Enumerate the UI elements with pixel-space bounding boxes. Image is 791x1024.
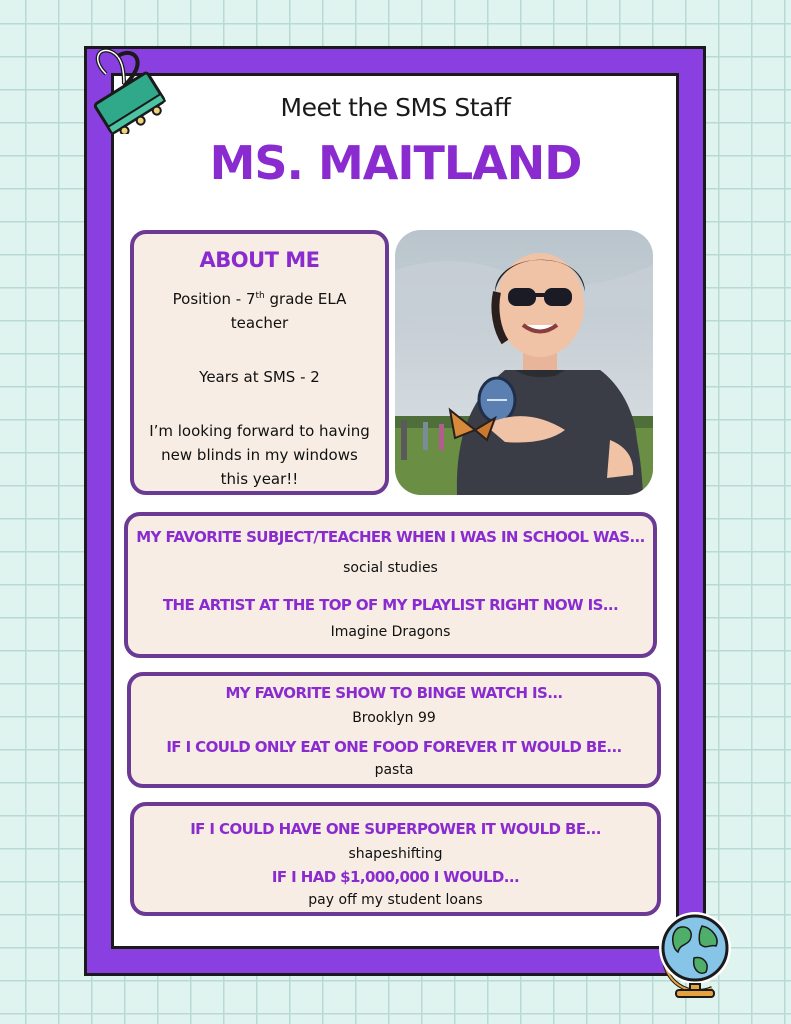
question-favorite-subject: MY FAVORITE SUBJECT/TEACHER WHEN I WAS IN SCHOOL WAS... [136,528,645,546]
position-line: Position - 7th grade ELA [172,290,347,308]
staff-name: MS. MAITLAND [209,136,582,190]
question-million-dollars: IF I HAD $1,000,000 I WOULD... [271,868,520,886]
years-line: Years at SMS - 2 [199,368,320,386]
answer-binge-show: Brooklyn 99 [352,710,436,726]
note-line-3: this year!! [220,470,299,488]
question-one-food: IF I COULD ONLY EAT ONE FOOD FOREVER IT WOULD BE... [166,738,622,756]
answer-favorite-subject: social studies [343,560,438,576]
about-heading: ABOUT ME [199,248,320,272]
about-me-card [130,230,389,495]
question-top-artist: THE ARTIST AT THE TOP OF MY PLAYLIST RIGHT NOW IS... [162,596,619,614]
globe-icon [650,904,740,1000]
answer-top-artist: Imagine Dragons [330,624,451,640]
poster-kicker: Meet the SMS Staff [280,93,511,122]
favorites-card-3 [130,802,661,916]
position-line-2: teacher [230,314,289,332]
answer-million-dollars: pay off my student loans [308,892,483,908]
note-line-1: I’m looking forward to having [149,422,370,440]
question-binge-show: MY FAVORITE SHOW TO BINGE WATCH IS... [225,684,563,702]
favorites-card-1 [124,512,657,658]
answer-one-food: pasta [374,762,414,778]
answer-superpower: shapeshifting [348,846,443,862]
favorites-card-2 [127,672,661,788]
question-superpower: IF I COULD HAVE ONE SUPERPOWER IT WOULD BE... [190,820,601,838]
staff-photo [395,230,653,495]
note-line-2: new blinds in my windows [161,446,358,464]
